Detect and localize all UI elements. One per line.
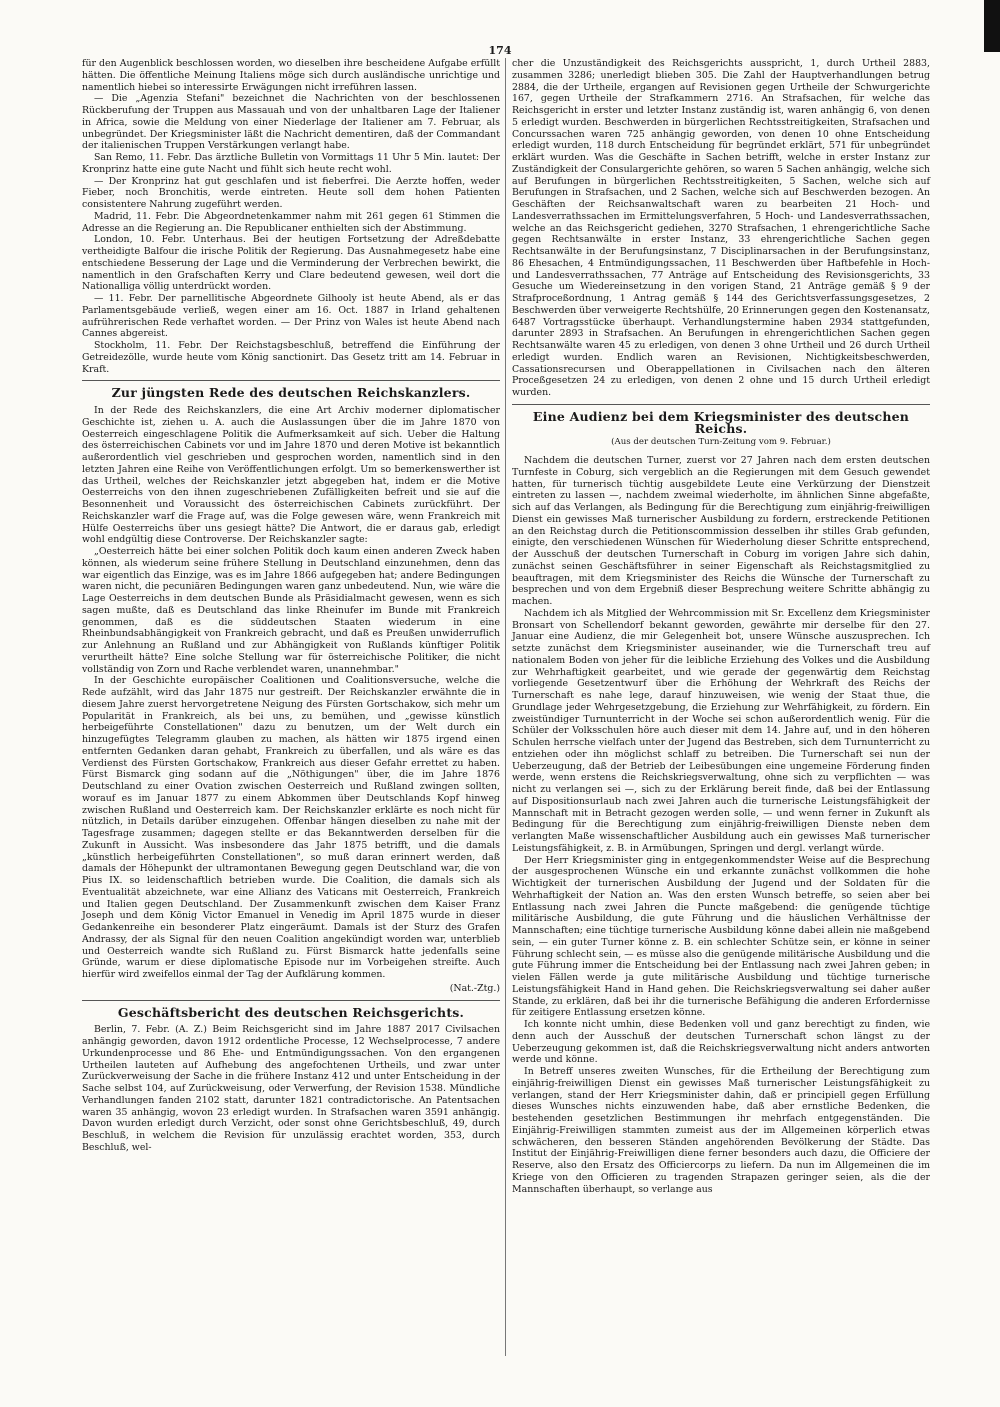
news-paragraph: San Remo, 11. Febr. Das ärztliche Bulletin von Vormittags 11 Uhr 5 Min. lautet: Der Kronprinz hatte eine gute Nacht und fühlt sich heute recht wohl.	[82, 152, 500, 175]
article-subtitle: (Aus der deutschen Turn-Zeitung vom 9. Februar.)	[611, 437, 831, 448]
news-paragraph: für den Augenblick beschlossen worden, wo dieselben ihre bescheidene Aufgabe erfüllt hätten. Die öffentliche Meinung Italiens möge sich durch ausländische unrichtige und namentlich hiebei so interessirte Erwägungen nicht irreführen lassen.	[82, 58, 500, 93]
article-paragraph: Nachdem ich als Mitglied der Wehrcommission mit Sr. Excellenz dem Kriegsminister Bronsart von Schellendorf bekannt geworden, gewährte mir derselbe für den 27. Januar eine Audienz, die mir Gelegenheit bot, unsere Wünsche auszusprechen. Ich setzte zunächst dem Kriegsminister auseinander, wie die Turnerschaft treu auf nationalem Boden von jeher für die leibliche Erziehung des Volkes und die Ausbildung zur Wehrhaftigkeit gearbeitet, und wie gerade der gegenwärtig dem Reichstag vorliegende Gesetzentwurf über die Erhöhung der Wehrkraft des Reichs der Turnerschaft es nahe lege, darauf hinzuweisen, wie wenig der Staat thue, die Grundlage jeder Wehrgesetzgebung, die Erziehung zur Wehrfähigkeit, zu fördern. Ein zweistündiger Turnunterricht in der Woche sei schon außerordentlich wenig. Für die Schüler der Volksschulen höre auch dieser mit dem 14. Jahre auf, und in den höheren Schulen herrsche vielfach unter der Jugend das Bestreben, sich dem Turnunterricht zu entziehen oder ihn möglichst schlaff zu betreiben. Die Turnerschaft sei nun der Ueberzeugung, daß der Betrieb der Leibesübungen eine ungemeine Förderung finden werde, wenn erstens die Reichskriegsverwaltung, ohne sich zu verpflichten — was nicht zu verlangen sei —, sich zu der Erklärung bereit finde, daß bei der Entlassung auf Dispositionsurlaub nach zwei Jahren auch die turnerische Leistungsfähigkeit der Mannschaft mit in Betracht gezogen werden solle, — und wenn ferner in Zukunft als Bedingung für die Berechtigung zum einjährig-freiwilligen Dienste neben dem verlangten Maße wissenschaftlicher Ausbildung auch ein gewisses Maß turnerischer Leistungsfähigkeit, z. B. in Armübungen, Springen und dergl. verlangt würde.	[512, 607, 930, 854]
news-paragraph: Madrid, 11. Febr. Die Abgeordnetenkammer nahm mit 261 gegen 61 Stimmen die Adresse an die Regierung an. Die Republicaner enthielten sich der Abstimmung.	[82, 210, 500, 234]
article-paragraph: cher die Unzuständigkeit des Reichsgerichts ausspricht, 1, durch Urtheil 2883, zusammen 3286; unerledigt blieben 305. Die Zahl der Hauptverhandlungen betrug 2884, die der Urtheile, ergangen auf Revisionen gegen Urtheile der Schwurgerichte 167, gegen Urtheile der Strafkammern 2716. An Strafsachen, für welche das Reichsgericht in erster und letzter Instanz zuständig ist, waren anhängig 6, von denen 5 erledigt wurden. Beschwerden in bürgerlichen Rechtsstreitigkeiten, Strafsachen und Concurssachen waren 725 anhängig geworden, von denen 10 ohne Entscheidung erledigt wurden, 118 durch Entscheidung für begründet erklärt, 571 für unbegründet erklärt wurden. Was die Geschäfte in Sachen betrifft, welche in erster Instanz zur Zuständigkeit der Consulargerichte gehören, so waren 5 Sachen anhängig, welche sich auf Berufungen in bürgerlichen Rechtsstreitigkeiten, 5 Sachen, welche sich auf Berufungen in Strafsachen, und 2 Sachen, welche sich auf Beschwerden bezogen. An Geschäften der Reichsanwaltschaft waren zu bearbeiten 21 Hoch- und Landesverrathssachen im Ermittelungsverfahren, 5 Hoch- und Landesverrathssachen, welche an das Reichsgericht gediehen, 3270 Strafsachen, 1 ehrengerichtliche Sache gegen Rechtsanwälte in erster Instanz, 33 ehrengerichtliche Sachen gegen Rechtsanwälte in der Berufungsinstanz, 7 Disciplinarsachen in der Berufungsinstanz, 86 Ehesachen, 4 Entmündigungssachen, 11 Beschwerden über Haftbefehle in Hoch- und Landesverrathssachen, 77 Anträge auf Entscheidung des Revisionsgerichts, 33 Gesuche um Wiedereinsetzung in den vorigen Stand, 21 Anträge gemäß § 9 der Strafproceßordnung, 1 Antrag gemäß § 144 des Gerichtsverfassungsgesetzes, 2 Beschwerden über verweigerte Rechtshülfe, 20 Erinnerungen gegen den Kostenansatz, 6487 Vortragsstücke überhaupt. Verhandlungstermine haben 2934 stattgefunden, darunter 2893 in Strafsachen. An Berufungen in ehrengerichtlichen Sachen gegen Rechtsanwälte waren 45 zu erledigen, von denen 3 ohne Urtheil und 26 durch Urtheil erledigt wurden. Endlich waren an Revisionen, Nichtigkeitsbeschwerden, Cassationsrecursen und Oberappellationen in Civilsachen nach den älteren Proceßgesetzen 24 zu erledigen, von denen 2 ohne und 15 durch Urtheil erledigt wurden.	[512, 58, 930, 398]
article-source: (Nat.-Ztg.)	[449, 982, 500, 994]
section-rule	[512, 404, 930, 405]
article-title-reichskanzler: Zur jüngsten Rede des deutschen Reichskanzlers.	[111, 385, 471, 401]
column-divider	[505, 58, 506, 1356]
news-paragraph: London, 10. Febr. Unterhaus. Bei der heutigen Fortsetzung der Adreßdebatte vertheidigte Balfour die irische Politik der Regierung. Das Ausnahmegesetz habe eine entschiedene Besserung der Lage und die Verminderung der Verbrechen bewirkt, die namentlich in den Grafschaften Kerry und Clare bedeutend gewesen, weil dort die Nationalliga völlig unterdrückt worden.	[82, 234, 500, 293]
article-paragraph: Berlin, 7. Febr. (A. Z.) Beim Reichsgericht sind im Jahre 1887 2017 Civilsachen anhängig geworden, davon 1912 ordentliche Processe, 12 Wechselprocesse, 7 andere Urkundenprocesse und 86 Ehe- und Entmündigungssachen. Von den ergangenen Urtheilen lauteten auf Aufhebung des angefochtenen Urtheils, und zwar unter Zurückverweisung der Sache in die frühere Instanz 412 und unter Entscheidung in der Sache selbst 104, auf Zurückweisung, oder Verwerfung, der Revision 1538. Mündliche Verhandlungen fanden 2102 statt, darunter 1821 contradictorische. An Patentsachen waren 35 anhängig, wovon 23 erledigt wurden. In Strafsachen waren 3591 anhängig. Davon wurden erledigt durch Verzicht, oder sonst ohne Gerichtsbeschluß, 49, durch Beschluß, in welchem die Revision für unzulässig erachtet worden, 353, durch Beschluß, wel-	[82, 1024, 500, 1153]
article-paragraph: Ich konnte nicht umhin, diese Bedenken voll und ganz berechtigt zu finden, wie denn auch der Ausschuß der deutschen Turnerschaft schon längst zu der Ueberzeugung gekommen ist, daß die Reichskriegsverwaltung nicht anders antworten werde und könne.	[512, 1019, 930, 1066]
section-rule	[82, 1000, 500, 1001]
article-paragraph: Der Herr Kriegsminister ging in entgegenkommendster Weise auf die Besprechung der ausgesprochenen Wünsche ein und erkannte zunächst vollkommen die hohe Wichtigkeit der turnerischen Ausbildung der Jugend und der Soldaten für die Wehrhaftigkeit der Nation an. Was den ersten Wunsch betreffe, so seien aber bei Entlassung nach zwei Jahren die Puncte maßgebend: die genügende tüchtige militärische Ausbildung, die gute Führung und die häuslichen Verhältnisse der Mannschaften; eine tüchtige turnerische Ausbildung könne dabei allein nie maßgebend sein, — ein guter Turner könne z. B. ein schlechter Schütze sein, er könne in seiner Führung schlecht sein, — es müsse also die genügende militärische Ausbildung und die gute Führung immer die Entscheidung bei der Entlassung nach zwei Jahren geben; in vielen Fällen werde ja gute militärische Ausbildung und tüchtige turnerische Leistungsfähigkeit Hand in Hand gehen. Die Reichskriegsverwaltung sei daher außer Stande, zu erklären, daß bei ihr die turnerische Befähigung die anderen Erfordernisse für zeitigere Entlassung ersetzen könne.	[512, 854, 930, 1019]
right-column	[512, 58, 930, 1195]
news-paragraph: Stockholm, 11. Febr. Der Reichstagsbeschluß, betreffend die Einführung der Getreidezölle, wurde heute vom König sanctionirt. Das Gesetz tritt am 14. Februar in Kraft.	[82, 340, 500, 375]
section-rule	[82, 380, 500, 381]
news-paragraph: — Der Kronprinz hat gut geschlafen und ist fieberfrei. Die Aerzte hoffen, weder Fieber, noch Bronchitis, werde eintreten. Heute soll dem hohen Patienten consistentere Nahrung zugeführt werden.	[82, 175, 500, 210]
news-paragraph: — Die „Agenzia Stefani" bezeichnet die Nachrichten von der beschlossenen Rückberufung der Truppen aus Massauah und von der unhaltbaren Lage der Italiener in Africa, sowie die Meldung von einer Niederlage der Italiener am 7. Februar, als unbegründet. Der Kriegsminister läßt die Nachricht dementiren, daß der Commandant der italienischen Truppen Verstärkungen verlangt habe.	[82, 93, 500, 152]
news-paragraph: — 11. Febr. Der parnellitische Abgeordnete Gilhooly ist heute Abend, als er das Parlamentsgebäude verließ, wegen einer am 16. Oct. 1887 in Irland gehaltenen aufrührerischen Rede verhaftet worden. — Der Prinz von Wales ist heute Abend nach Cannes abgereist.	[82, 293, 500, 340]
article-paragraph: In Betreff unseres zweiten Wunsches, für die Ertheilung der Berechtigung zum einjährig-freiwilligen Dienst ein gewisses Maß turnerischer Leistungsfähigkeit zu verlangen, stand der Herr Kriegsminister dahin, daß er principiell gegen Erfüllung dieses Wunsches nichts einzuwenden habe, daß aber ernstliche Bedenken, die bestehenden gesetzlichen Bestimmungen ihr mehrfach entgegenständen. Die Einjährig-Freiwilligen stammten zumeist aus der im Allgemeinen körperlich etwas schwächeren, den besseren Ständen angehörenden Bevölkerung der Städte. Das Institut der Einjährig-Freiwilligen diene ferner besonders auch dazu, die Officiere der Reserve, also den Ersatz des Officiercorps zu liefern. Da nun im Allgemeinen die im Kriege von den Officieren zu tragenden Strapazen geringer seien, als die der Mannschaften überhaupt, so verlange aus	[512, 1066, 930, 1195]
article-paragraph: In der Rede des Reichskanzlers, die eine Art Archiv moderner diplomatischer Geschichte ist, ziehen u. A. auch die Auslassungen über die im Jahre 1870 von Oesterreich eingeschlagene Politik die Aufmerksamkeit auf sich. Ueber die Haltung des österreichischen Cabinets vor und im Jahre 1870 und deren Motive ist bekanntlich außerordentlich viel geschrieben und gesprochen worden, namentlich sind in den letzten Jahren eine Reihe von Veröffentlichungen erfolgt. Um so bemerkenswerther ist das Urtheil, welches der Reichskanzler jetzt abgegeben hat, indem er die Motive Oesterreichs von den ihnen zugeschriebenen Zufälligkeiten befreit und sie auf die Besonnenheit und Voraussicht des österreichischen Cabinets zurückführt. Der Reichskanzler warf die Frage auf, was die Folge gewesen wäre, wenn Frankreich mit Hülfe Oesterreichs über uns gesiegt hätte? Die Antwort, die er daraus gab, erledigt wohl endgültig diese Controverse. Der Reichskanzler sagte:	[82, 405, 500, 546]
article-paragraph: Nachdem die deutschen Turner, zuerst vor 27 Jahren nach dem ersten deutschen Turnfeste in Coburg, sich vergeblich an die Regierungen mit dem Gesuch gewendet hatten, für turnerisch tüchtig ausgebildete Leute eine Verkürzung der Dienstzeit eintreten zu lassen —, nachdem zweimal wiederholte, im ähnlichen Sinne abgefaßte, sich auf das Verlangen, als Bedingung für die Berechtigung zum einjährig-freiwilligen Dienst ein gewisses Maß turnerischer Ausbildung zu fordern, erstreckende Petitionen an den Reichstag durch die Petitionscommission desselben ihr stilles Grab gefunden, einigte, den verschiedenen Wünschen für Wiederholung dieser Schritte entsprechend, der Ausschuß der deutschen Turnerschaft in Coburg im vorigen Jahre sich dahin, zunächst seinen Geschäftsführer in seiner Eigenschaft als Reichstagsmitglied zu beauftragen, mit dem Kriegsminister des Reichs die Wünsche der Turnerschaft zu besprechen und von dem Ergebniß dieser Besprechung weitere Schritte abhängig zu machen.	[512, 455, 930, 607]
article-title-reichsgericht: Geschäftsbericht des deutschen Reichsgerichts.	[117, 1004, 465, 1020]
page-number: 174	[488, 44, 512, 57]
article-paragraph: In der Geschichte europäischer Coalitionen und Coalitionsversuche, welche die Rede aufzählt, wird das Jahr 1875 nur gestreift. Der Reichskanzler erwähnte die in diesem Jahre zuerst hervorgetretene Neigung des Fürsten Gortschakow, sich mehr um Popularität in Frankreich, als bei uns, zu bemühen, und „gewisse künstlich herbeigeführte Constellationen" dazu zu benutzen, um der Welt durch ein hinzugefügtes Telegramm glauben zu machen, als hätten wir 1875 irgend einen entfernten Gedanken daran gehabt, Frankreich zu überfallen, und als wäre es das Verdienst des Fürsten Gortschakow, Frankreich aus dieser Gefahr errettet zu haben. Fürst Bismarck ging sodann auf die „Nöthigungen" über, die im Jahre 1876 Deutschland zu einer Ovation zwischen Oesterreich und Rußland zwingen sollten, worauf es im Januar 1877 zu einem Abkommen über Deutschlands Kopf hinweg zwischen Rußland und Oesterreich kam. Der Reichskanzler erklärte es noch nicht für nützlich, in Details darüber einzugehen. Offenbar hängen dieselben zu nahe mit der Tagesfrage zusammen; dagegen stellte er das Bekanntwerden derselben für die Zukunft in Aussicht. Was insbesondere das Jahr 1875 betrifft, und die damals „künstlich herbeigeführten Constellationen", so muß daran erinnert werden, daß damals der Höhepunkt der ultramontanen Bewegung gegen Deutschland war, die von Pius IX. so leidenschaftlich betrieben wurde. Die Coalition, die damals sich als Eventualität abzeichnete, war eine Allianz des Vaticans mit Oesterreich, Frankreich und Italien gegen Deutschland. Der Zusammenkunft zwischen dem Kaiser Franz Joseph und dem König Victor Emanuel in Venedig im April 1875 wurde in dieser Gedankenreihe ein besonderer Platz eingeräumt. Damals ist der Sturz des Grafen Andrassy, der als Signal für den neuen Coalition angekündigt worden war, unterblieb und Oesterreich wandte sich Rußland zu. Fürst Bismarck hatte jedenfalls seine Gründe, warum er diese diplomatische Episode nur im Vorbeigehen streifte. Auch hierfür wird zweifellos einmal der Tag der Aufklärung kommen.	[82, 675, 500, 980]
left-column	[82, 58, 500, 1154]
article-title-kriegsminister: Eine Audienz bei dem Kriegsminister des deutschen Reichs.	[532, 408, 910, 436]
article-paragraph: „Oesterreich hätte bei einer solchen Politik doch kaum einen anderen Zweck haben können, als wiederum seine frühere Stellung in Deutschland einzunehmen, denn das war eigentlich das Einzige, was es im Jahre 1866 aufgegeben hat; andere Bedingungen waren nicht, die pecuniären Bedingungen waren ganz unbedeutend. Nun, wie wäre die Lage Oesterreichs in dem deutschen Bunde als Präsidialmacht gewesen, wenn es sich sagen mußte, daß es Deutschland das linke Rheinufer im Bunde mit Frankreich genommen, daß es die süddeutschen Staaten wiederum in eine Rheinbundsabhängigkeit von Frankreich gebracht, und daß es Preußen unwiderruflich zur Anlehnung an Rußland und zur Abhängigkeit von Rußlands künftiger Politik verurtheilt hätte? Eine solche Stellung war für österreichische Politiker, die nicht vollständig von Zorn und Rache verblendet waren, unannehmbar."	[82, 546, 500, 675]
